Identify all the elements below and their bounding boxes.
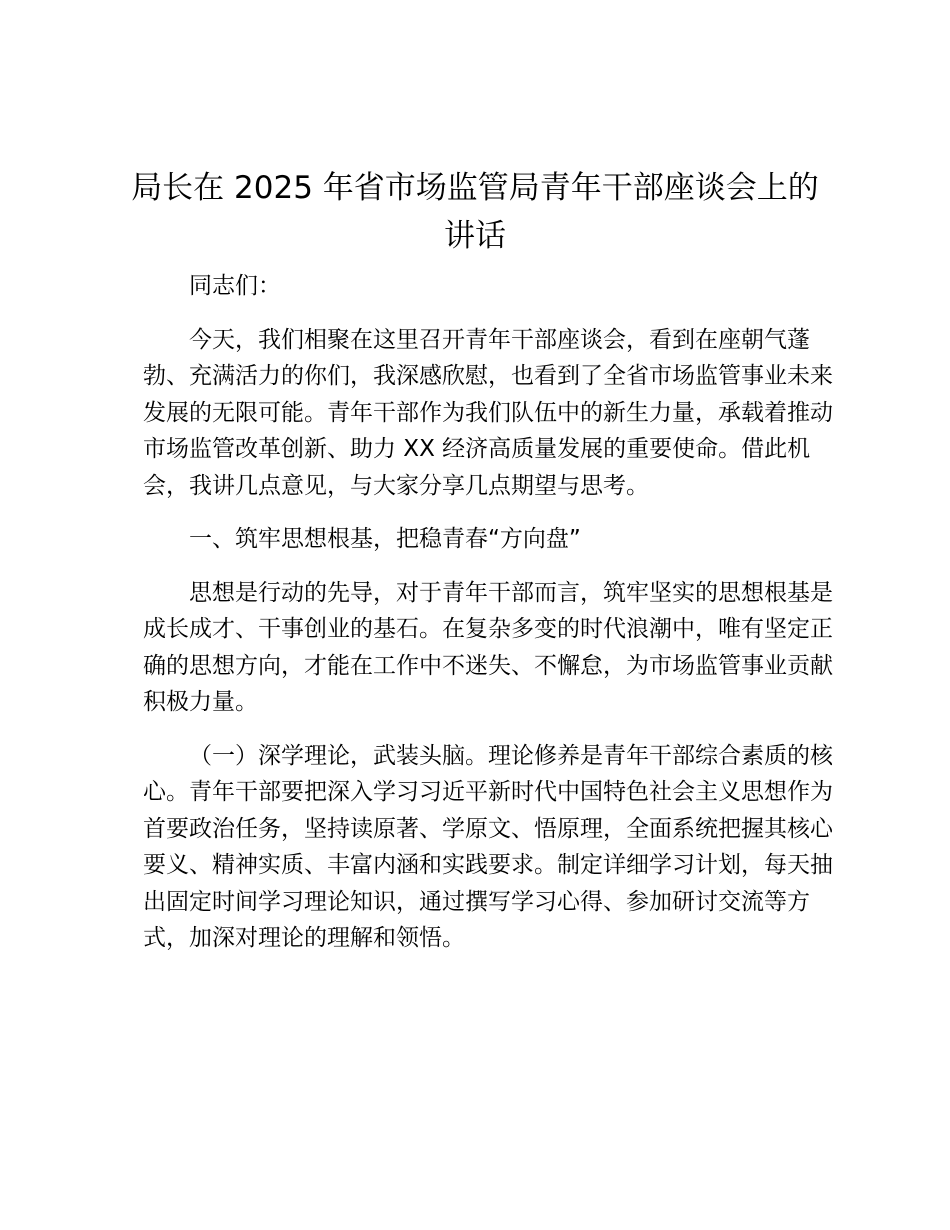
- section-heading-1: 一、筑牢思想根基，把稳青春“方向盘”: [189, 526, 581, 552]
- salutation: 同志们：: [189, 273, 281, 299]
- section-1-paragraph: 思想是行动的先导，对于青年干部而言，筑牢坚实的思想根基是成长成才、干事创业的基石。在复杂多变的时代浪潮中，唯有坚定正确的思想方向，才能在工作中不迷失、不懈怠，为市场监管事业贡献积极力量。: [143, 579, 833, 715]
- subsection-1-paragraph: （一）深学理论，武装头脑。理论修养是青年干部综合素质的核心。青年干部要把深入学习习近平新时代中国特色社会主义思想作为首要政治任务，坚持读原著、学原文、悟原理，全面系统把握其核心要义、精神实质、丰富内涵和实践要求。制定详细学习计划，每天抽出固定时间学习理论知识，通过撰写学习心得、参加研讨交流等方式，加深对理论的理解和领悟。: [143, 742, 833, 951]
- document-body: [143, 268, 843, 974]
- document-title: 局长在 2025 年省市场监管局青年干部座谈会上的讲话: [131, 170, 819, 254]
- intro-paragraph: 今天，我们相聚在这里召开青年干部座谈会，看到在座朝气蓬勃、充满活力的你们，我深感欣慰，也看到了全省市场监管事业未来发展的无限可能。青年干部作为我们队伍中的新生力量，承载着推动市场监管改革创新、助力 XX 经济高质量发展的重要使命。借此机会，我讲几点意见，与大家分享几点期望与思考。: [143, 326, 833, 499]
